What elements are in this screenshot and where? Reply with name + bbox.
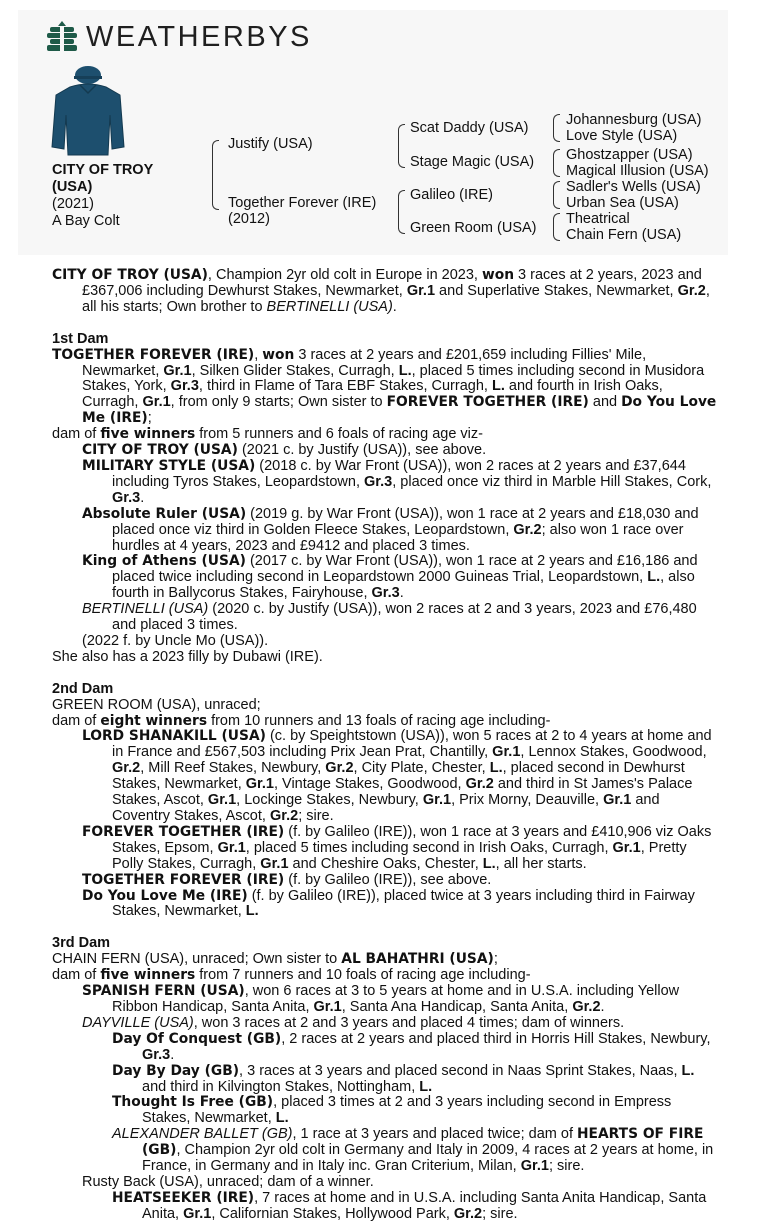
pedigree-paragraph: HEATSEEKER (IRE), 7 races at home and in U.S.A. including Santa Anita Handicap, Santa Anita, Gr.1, Californian Stakes, Hollywood Park, Gr.2; sire. [112, 1189, 707, 1222]
pedigree-paragraph: LORD SHANAKILL (USA) (c. by Speightstown (USA)), won 5 races at 2 to 4 years at home and in France and £567,503 including Prix Jean Prat, Chantilly, Gr.1, Lennox Stakes, Goodwood, Gr.2, Mill Reef Stakes, Newbury, Gr.2, City Plate, Chester, L., placed second in Dewhurst Stakes, Newmarket, Gr.1, Vintage Stakes, Goodwood, Gr.2 and third in St James's Palace Stakes, Ascot, Gr.1, Lockinge Stakes, Newbury, Gr.1, Prix Morny, Deauville, Gr.1 and Coventry Stakes, Ascot, Gr.2; sire. [82, 728, 712, 824]
pedigree-paragraph: She also has a 2023 filly by Dubawi (IRE). [52, 648, 323, 665]
jockey-silks-icon [50, 65, 126, 157]
pedigree-paragraph: Rusty Back (USA), unraced; dam of a winner. [82, 1173, 374, 1190]
pedigree-paragraph: TOGETHER FOREVER (IRE) (f. by Galileo (IRE)), see above. [82, 871, 492, 888]
pedigree-paragraph: SPANISH FERN (USA), won 6 races at 3 to 5 years at home and in U.S.A. including Yellow Ribbon Handicap, Santa Anita, Gr.1, Santa Ana Handicap, Santa Anita, Gr.2. [82, 983, 680, 1015]
pedigree-paragraph: Day By Day (GB), 3 races at 3 years and placed second in Naas Sprint Stakes, Naas, L. and third in Kilvington Stakes, Nottingham, L. [112, 1062, 695, 1095]
pedigree-brace [553, 149, 560, 177]
brand-name: WEATHERBYS [86, 20, 312, 53]
pedigree-brace [398, 124, 405, 168]
section-heading: 1st Dam [52, 330, 109, 347]
sire-dam-sire: Ghostzapper (USA) [566, 147, 693, 163]
sire: Justify (USA) [228, 136, 313, 152]
pedigree-paragraph: TOGETHER FOREVER (IRE), won 3 races at 2 years and £201,659 including Fillies' Mile, Newmarket, Gr.1, Silken Glider Stakes, Curragh, L., placed 5 times including second in Musidora Stakes, York, Gr.3, third in Flame of Tara EBF Stakes, Curragh, L. and fourth in Irish Oaks, Curragh, Gr.1, from only 9 starts; Own sister to FOREVER TOGETHER (IRE) and Do You Love Me (IRE); [52, 346, 717, 427]
section-heading: 3rd Dam [52, 935, 111, 952]
pedigree-paragraph: GREEN ROOM (USA), unraced; [52, 696, 261, 713]
horse-identity [52, 162, 153, 230]
pedigree-paragraph: (2022 f. by Uncle Mo (USA)). [82, 632, 269, 649]
pedigree-paragraph: BERTINELLI (USA) (2020 c. by Justify (USA)), won 2 races at 2 and 3 years, 2023 and £76,480 and placed 3 times. [82, 601, 697, 634]
pedigree-paragraph: dam of eight winners from 10 runners and 13 foals of racing age including- [52, 712, 551, 729]
pedigree-brace [398, 190, 405, 234]
pedigree-brace [553, 181, 560, 209]
pedigree-paragraph: CHAIN FERN (USA), unraced; Own sister to AL BAHATHRI (USA); [52, 951, 498, 968]
horse-country: (USA) [52, 179, 93, 195]
horse-description: A Bay Colt [52, 213, 120, 229]
dam: Together Forever (IRE) [228, 195, 377, 211]
pedigree-paragraph: Day Of Conquest (GB), 2 races at 2 years and placed third in Horris Hill Stakes, Newbury, Gr.3. [112, 1030, 711, 1063]
pedigree-paragraph: FOREVER TOGETHER (IRE) (f. by Galileo (IRE)), won 1 race at 3 years and £410,906 viz Oaks Stakes, Epsom, Gr.1, placed 5 times including second in Irish Oaks, Curragh, Gr.1, Pretty Polly Stakes, Curragh, Gr.1 and Cheshire Oaks, Chester, L., all her starts. [82, 823, 712, 872]
dam-dam-sire: Theatrical [566, 211, 630, 227]
dam-dam: Green Room (USA) [410, 220, 537, 236]
pedigree-paragraph: Absolute Ruler (USA) (2019 g. by War Front (USA)), won 1 race at 2 years and £18,030 and placed once viz third in Golden Fleece Stakes, Leopardstown, Gr.2; also won 1 race over hurdles at 4 years, 2023 and £9412 and placed 3 times. [82, 505, 699, 554]
pedigree-paragraph: dam of five winners from 7 runners and 10 foals of racing age including- [52, 967, 531, 984]
sire-dam: Stage Magic (USA) [410, 154, 535, 170]
pedigree-paragraph: ALEXANDER BALLET (GB), 1 race at 3 years and placed twice; dam of HEARTS OF FIRE (GB), Champion 2yr old colt in Germany and Italy in 2009, 4 races at 2 years at home, in France, in Germany and in Italy inc. Gran Criterium, Milan, Gr.1; sire. [112, 1126, 714, 1175]
sire-sire: Scat Daddy (USA) [410, 120, 529, 136]
dam-sire: Galileo (IRE) [410, 187, 493, 203]
pedigree-paragraph: DAYVILLE (USA), won 3 races at 2 and 3 years and placed 4 times; dam of winners. [82, 1014, 625, 1031]
pedigree-paragraph: CITY OF TROY (USA), Champion 2yr old colt in Europe in 2023, won 3 races at 2 years, 2023 and £367,006 including Dewhurst Stakes, Newmarket, Gr.1 and Superlative Stakes, Newmarket, Gr.2, all his starts; Own brother to BERTINELLI (USA). [52, 267, 710, 315]
sire-sire-dam: Love Style (USA) [566, 128, 678, 144]
pedigree-paragraph: Thought Is Free (GB), placed 3 times at 2 and 3 years including second in Empress Stakes, Newmarket, L. [112, 1094, 672, 1127]
dam-sire-sire: Sadler's Wells (USA) [566, 179, 701, 195]
horse-name: CITY OF TROY [52, 162, 154, 178]
pedigree-brace [212, 140, 219, 210]
section-heading: 2nd Dam [52, 680, 114, 697]
weatherbys-crest-icon [44, 20, 80, 54]
pedigree-paragraph: Do You Love Me (IRE) (f. by Galileo (IRE)), placed twice at 3 years including third in Fairway Stakes, Newmarket, L. [82, 887, 695, 920]
pedigree-paragraph: MILITARY STYLE (USA) (2018 c. by War Front (USA)), won 2 races at 2 years and £37,644 including Tyros Stakes, Leopardstown, Gr.3, placed once viz third in Marble Hill Stakes, Cork, Gr.3. [82, 457, 712, 506]
pedigree-paragraph: King of Athens (USA) (2017 c. by War Front (USA)), won 1 race at 2 years and £16,186 and placed twice including second in Leopardstown 2000 Guineas Trial, Leopardstown, L., also fourth in Ballycorus Stakes, Fairyhouse, Gr.3. [82, 553, 698, 602]
dam-dam-dam: Chain Fern (USA) [566, 227, 682, 243]
pedigree-paragraph: dam of five winners from 5 runners and 6 foals of racing age viz- [52, 426, 483, 443]
pedigree-paragraph: CITY OF TROY (USA) (2021 c. by Justify (USA)), see above. [82, 442, 487, 459]
dam-year: (2012) [228, 211, 270, 227]
weatherbys-logo [44, 20, 312, 54]
dam-sire-dam: Urban Sea (USA) [566, 195, 679, 211]
pedigree-brace [553, 213, 560, 241]
horse-year: (2021) [52, 196, 94, 212]
sire-sire-sire: Johannesburg (USA) [566, 112, 702, 128]
catalogue-entry [52, 268, 717, 1223]
pedigree-brace [553, 114, 560, 142]
sire-dam-dam: Magical Illusion (USA) [566, 163, 709, 179]
